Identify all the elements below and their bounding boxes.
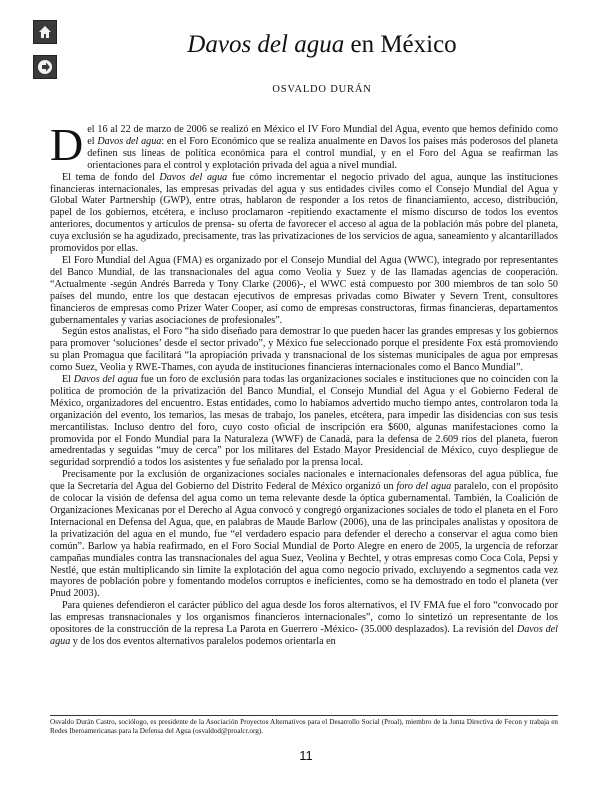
paragraph-text: El [62,374,74,386]
author-footnote: Osvaldo Durán Castro, sociólogo, es presidente de la Asociación Proyectos Alternativos para el Desarrollo Social (Proal), miembro de la Junta Directiva de Fecon y trabaja en Redes Iberoamericanas para la Defensa del Agua (osvaldod@proalcr.org). [50,718,558,736]
arrow-right-icon [37,59,53,75]
emphasis: Davos del agua [97,135,162,147]
paragraph-2 [50,172,558,255]
paragraph-text: : en el Foro Económico que se realiza anualmente en Davos los países más poderosos del planeta definen sus líneas de política económica para el control mundial, y en el Foro del Agua se reafirman las orientaciones para el control y explotación privada del agua a nivel mundial. [87,135,558,171]
footnote-divider [50,715,558,716]
emphasis: foro del agua [396,481,452,493]
article-body [50,119,559,648]
paragraph-5 [50,374,558,469]
article-title [90,30,554,60]
next-page-button[interactable] [33,55,57,79]
paragraph-text: Precisamente por la exclusión de organizaciones sociales nacionales e internacionales defensoras del agua pública, fue que la Secretaría del Agua del Gobierno del Distrito Federal de México organizó un [50,469,558,493]
paragraph-6 [50,469,558,600]
author-name: OSVALDO DURÁN [272,84,372,95]
paragraph-7 [50,600,558,648]
drop-cap: D [50,119,84,170]
paragraph-text: fue un foro de exclusión para todas las organizaciones sociales e instituciones que no coinciden con la política de promoción de la privatización del Banco Mundial, el Consejo Mundial del Agua y el Gobierno Federal de México, organizadores del encuentro. Estas entidades, como lo habíamos advertido mucho tiempo antes, controlaron toda la organización del evento, los temarios, las mesas de trabajo, los paneles, etcétera, para impedir las disidencias con sus tesis mercantilistas. Incluso dentro del foro, cuyo costo oficial de inscripción era $600, algunas manifestaciones como la promovida por el Fondo Mundial para la Naturaleza (WWF) de Canadá, para la defensa de 2.609 ríos del planeta, fueron amedrentadas y seguidas “muy de cerca” por los militares del Estado Mayor Presidencial de México, cuyo despliegue de seguridad sorprendió a todos los asistentes y fue señalado por la prensa local. [50,374,559,469]
title-italic: Davos del agua [187,31,345,58]
title-rest: en México [344,31,457,58]
paragraph-text: y de los dos eventos alternativos paralelos podemos orientarla en [70,635,336,647]
emphasis: Davos del agua [159,171,228,183]
paragraph-3: El Foro Mundial del Agua (FMA) es organizado por el Consejo Mundial del Agua (WWC), integrado por representantes del Banco Mundial, de las transnacionales del agua como Veolia y Suez y de las llamadas agencias de cooperación. “Actualmente -según Andrés Barreda y Tony Clarke (2006)-, el WWC está compuesto por 300 miembros de tan solo 50 países del mundo, entre los que destacan ejecutivos de empresas privadas como Biwater y Severn Trent, consultores financieros de empresas como Prizer Water Cooper, así como de empresas constructoras, firmas financieras, departamentos gubernamentales y varias asociaciones de profesionales”. [50,254,558,326]
page-number: 11 [299,748,313,763]
paragraph-text: el 16 al 22 de marzo de 2006 se realizó en México el IV Foro Mundial del Agua, evento que hemos definido como el [87,124,558,147]
paragraph-text: paralelo, con el propósito de colocar la visión de defensa del agua como un tema relevante desde la óptica gubernamental. También, la Coalición de Organizaciones Mexicanas por el Derecho al Agua convocó y congregó organizaciones sociales de todo el planeta en el Foro Internacional en Defensa del Agua, que, en palabras de Maude Barlow (2006), una de las principales analistas y opositora de la privatización del agua en el mundo, fue “el verdadero espacio para defender el derecho a conservar el agua como bien común”. Barlow ya había reafirmado, en el Foro Social Mundial de Porto Alegre en enero de 2005, la urgencia de reforzar campañas mundiales contra las transnacionales del agua Suez, Veolina y Bechtel, y otras empresas como Coca Cola, Pepsi y Nestlé, que están multiplicando sin límite la explotación del agua como negocio privado, excluyendo a segmentos cada vez mayores de población pobre y fomentando modelos corruptos e ineficientes, como se ha demostrado en todo el planeta (ver Pnud 2003). [50,481,559,600]
emphasis: Davos del agua [73,374,138,386]
home-icon [37,24,53,40]
emphasis: Davos del agua [50,624,558,647]
paragraph-text: El tema de fondo del [62,171,160,183]
paragraph-1 [50,119,558,172]
paragraph-text: fue cómo incrementar el negocio privado del agua, aunque las instituciones financieras internacionales, las empresas privadas del agua y sus entidades civiles como el Consejo Mundial del Agua y Global Water Partnership (GWP), entre otras, hablaron de responder a los retos de financiamiento, acceso, distribución, papel de los gobiernos, etcétera, e incluso proclamaron -repitiendo exactamente el mismo discurso de todos los eventos anteriores, documentos y artículos de prensa- su oferta de favorecer el acceso al agua de la población más pobre del planeta, cuya exclusión se ha agudizado, precisamente, tras las privatizaciones de los servicios de agua, saneamiento y alcantarillados promovidos por ellas. [50,171,558,255]
paragraph-4: Según estos analistas, el Foro “ha sido diseñado para demostrar lo que pueden hacer las grandes empresas y los gobiernos para promover ‘soluciones’ desde el sector privado”, y México fue seleccionado porque el presidente Fox está promoviendo su plan Promagua que facilitará “la apropiación privada y transnacional de los sistemas municipales de agua por empresas como Suez, Veolia y RWE-Thames, con ayuda de instituciones financieras internacionales como el Banco Mundial”. [50,326,558,374]
home-button[interactable] [33,20,57,44]
paragraph-text: Para quienes defendieron el carácter público del agua desde los foros alternativos, el IV FMA fue el foro “convocado por las empresas transnacionales y los organismos financieros internacionales”, como lo sintetizó un representante de los opositores de la construcción de la represa La Parota en Guerrero -México- (35.000 desplazados). La revisión del [50,600,558,636]
